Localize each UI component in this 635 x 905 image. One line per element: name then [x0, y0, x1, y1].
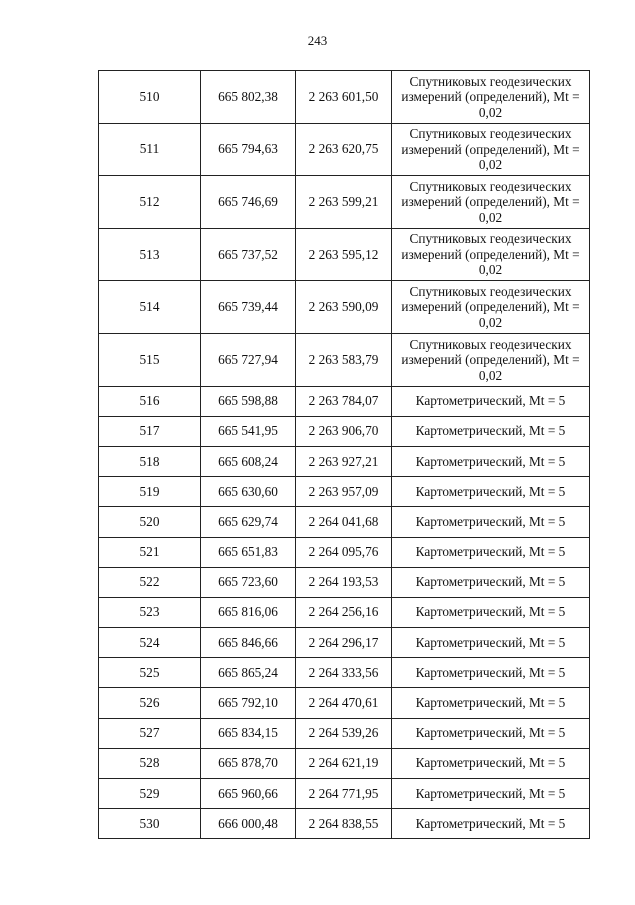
point-number-cell: 519 [99, 477, 201, 507]
method-cell: Спутниковых геодезических измерений (определений), Mt = 0,02 [392, 333, 590, 386]
point-number-cell: 529 [99, 779, 201, 809]
method-cell: Спутниковых геодезических измерений (определений), Mt = 0,02 [392, 123, 590, 176]
point-number-cell: 525 [99, 658, 201, 688]
point-number-cell: 518 [99, 446, 201, 476]
table-row [99, 386, 590, 416]
table-row [99, 123, 590, 176]
x-coordinate-cell: 665 816,06 [201, 597, 296, 627]
table-row [99, 333, 590, 386]
method-cell: Картометрический, Mt = 5 [392, 748, 590, 778]
point-number-cell: 511 [99, 123, 201, 176]
x-coordinate-cell: 665 960,66 [201, 779, 296, 809]
x-coordinate-cell: 665 737,52 [201, 228, 296, 281]
y-coordinate-cell: 2 264 470,61 [296, 688, 392, 718]
method-cell: Картометрический, Mt = 5 [392, 567, 590, 597]
table-row [99, 809, 590, 839]
table-row [99, 567, 590, 597]
method-cell: Картометрический, Mt = 5 [392, 779, 590, 809]
y-coordinate-cell: 2 264 333,56 [296, 658, 392, 688]
table-row [99, 718, 590, 748]
x-coordinate-cell: 665 878,70 [201, 748, 296, 778]
y-coordinate-cell: 2 264 838,55 [296, 809, 392, 839]
method-cell: Картометрический, Mt = 5 [392, 416, 590, 446]
y-coordinate-cell: 2 263 601,50 [296, 71, 392, 124]
x-coordinate-cell: 665 651,83 [201, 537, 296, 567]
x-coordinate-cell: 665 865,24 [201, 658, 296, 688]
x-coordinate-cell: 665 727,94 [201, 333, 296, 386]
x-coordinate-cell: 665 794,63 [201, 123, 296, 176]
y-coordinate-cell: 2 263 957,09 [296, 477, 392, 507]
y-coordinate-cell: 2 263 906,70 [296, 416, 392, 446]
y-coordinate-cell: 2 263 590,09 [296, 281, 392, 334]
point-number-cell: 512 [99, 176, 201, 229]
y-coordinate-cell: 2 263 583,79 [296, 333, 392, 386]
x-coordinate-cell: 666 000,48 [201, 809, 296, 839]
point-number-cell: 528 [99, 748, 201, 778]
point-number-cell: 514 [99, 281, 201, 334]
y-coordinate-cell: 2 263 595,12 [296, 228, 392, 281]
point-number-cell: 516 [99, 386, 201, 416]
point-number-cell: 510 [99, 71, 201, 124]
coordinates-table [98, 70, 590, 839]
table-row [99, 416, 590, 446]
y-coordinate-cell: 2 264 771,95 [296, 779, 392, 809]
method-cell: Спутниковых геодезических измерений (определений), Mt = 0,02 [392, 176, 590, 229]
point-number-cell: 513 [99, 228, 201, 281]
y-coordinate-cell: 2 263 599,21 [296, 176, 392, 229]
x-coordinate-cell: 665 608,24 [201, 446, 296, 476]
point-number-cell: 521 [99, 537, 201, 567]
x-coordinate-cell: 665 802,38 [201, 71, 296, 124]
x-coordinate-cell: 665 746,69 [201, 176, 296, 229]
x-coordinate-cell: 665 598,88 [201, 386, 296, 416]
page-number: 243 [307, 33, 328, 48]
table-row [99, 507, 590, 537]
table-row [99, 477, 590, 507]
table-row [99, 748, 590, 778]
x-coordinate-cell: 665 834,15 [201, 718, 296, 748]
y-coordinate-cell: 2 264 041,68 [296, 507, 392, 537]
method-cell: Картометрический, Mt = 5 [392, 809, 590, 839]
x-coordinate-cell: 665 792,10 [201, 688, 296, 718]
table-row [99, 228, 590, 281]
point-number-cell: 517 [99, 416, 201, 446]
table-row [99, 176, 590, 229]
method-cell: Картометрический, Mt = 5 [392, 477, 590, 507]
point-number-cell: 524 [99, 628, 201, 658]
y-coordinate-cell: 2 264 193,53 [296, 567, 392, 597]
table-row [99, 658, 590, 688]
method-cell: Картометрический, Mt = 5 [392, 597, 590, 627]
point-number-cell: 530 [99, 809, 201, 839]
point-number-cell: 526 [99, 688, 201, 718]
y-coordinate-cell: 2 263 620,75 [296, 123, 392, 176]
table-row [99, 779, 590, 809]
table-row [99, 71, 590, 124]
x-coordinate-cell: 665 541,95 [201, 416, 296, 446]
method-cell: Спутниковых геодезических измерений (определений), Mt = 0,02 [392, 281, 590, 334]
x-coordinate-cell: 665 723,60 [201, 567, 296, 597]
point-number-cell: 520 [99, 507, 201, 537]
table-row [99, 597, 590, 627]
x-coordinate-cell: 665 630,60 [201, 477, 296, 507]
table-row [99, 446, 590, 476]
method-cell: Картометрический, Mt = 5 [392, 628, 590, 658]
y-coordinate-cell: 2 264 095,76 [296, 537, 392, 567]
y-coordinate-cell: 2 263 927,21 [296, 446, 392, 476]
x-coordinate-cell: 665 629,74 [201, 507, 296, 537]
method-cell: Спутниковых геодезических измерений (определений), Mt = 0,02 [392, 228, 590, 281]
method-cell: Картометрический, Mt = 5 [392, 507, 590, 537]
y-coordinate-cell: 2 264 539,26 [296, 718, 392, 748]
x-coordinate-cell: 665 846,66 [201, 628, 296, 658]
method-cell: Картометрический, Mt = 5 [392, 446, 590, 476]
method-cell: Спутниковых геодезических измерений (определений), Mt = 0,02 [392, 71, 590, 124]
method-cell: Картометрический, Mt = 5 [392, 537, 590, 567]
method-cell: Картометрический, Mt = 5 [392, 688, 590, 718]
point-number-cell: 523 [99, 597, 201, 627]
point-number-cell: 527 [99, 718, 201, 748]
point-number-cell: 522 [99, 567, 201, 597]
method-cell: Картометрический, Mt = 5 [392, 718, 590, 748]
table-row [99, 688, 590, 718]
point-number-cell: 515 [99, 333, 201, 386]
y-coordinate-cell: 2 264 296,17 [296, 628, 392, 658]
table-row [99, 537, 590, 567]
table-row [99, 281, 590, 334]
y-coordinate-cell: 2 264 621,19 [296, 748, 392, 778]
method-cell: Картометрический, Mt = 5 [392, 386, 590, 416]
y-coordinate-cell: 2 264 256,16 [296, 597, 392, 627]
coordinates-table-body [99, 71, 590, 839]
x-coordinate-cell: 665 739,44 [201, 281, 296, 334]
y-coordinate-cell: 2 263 784,07 [296, 386, 392, 416]
table-row [99, 628, 590, 658]
method-cell: Картометрический, Mt = 5 [392, 658, 590, 688]
